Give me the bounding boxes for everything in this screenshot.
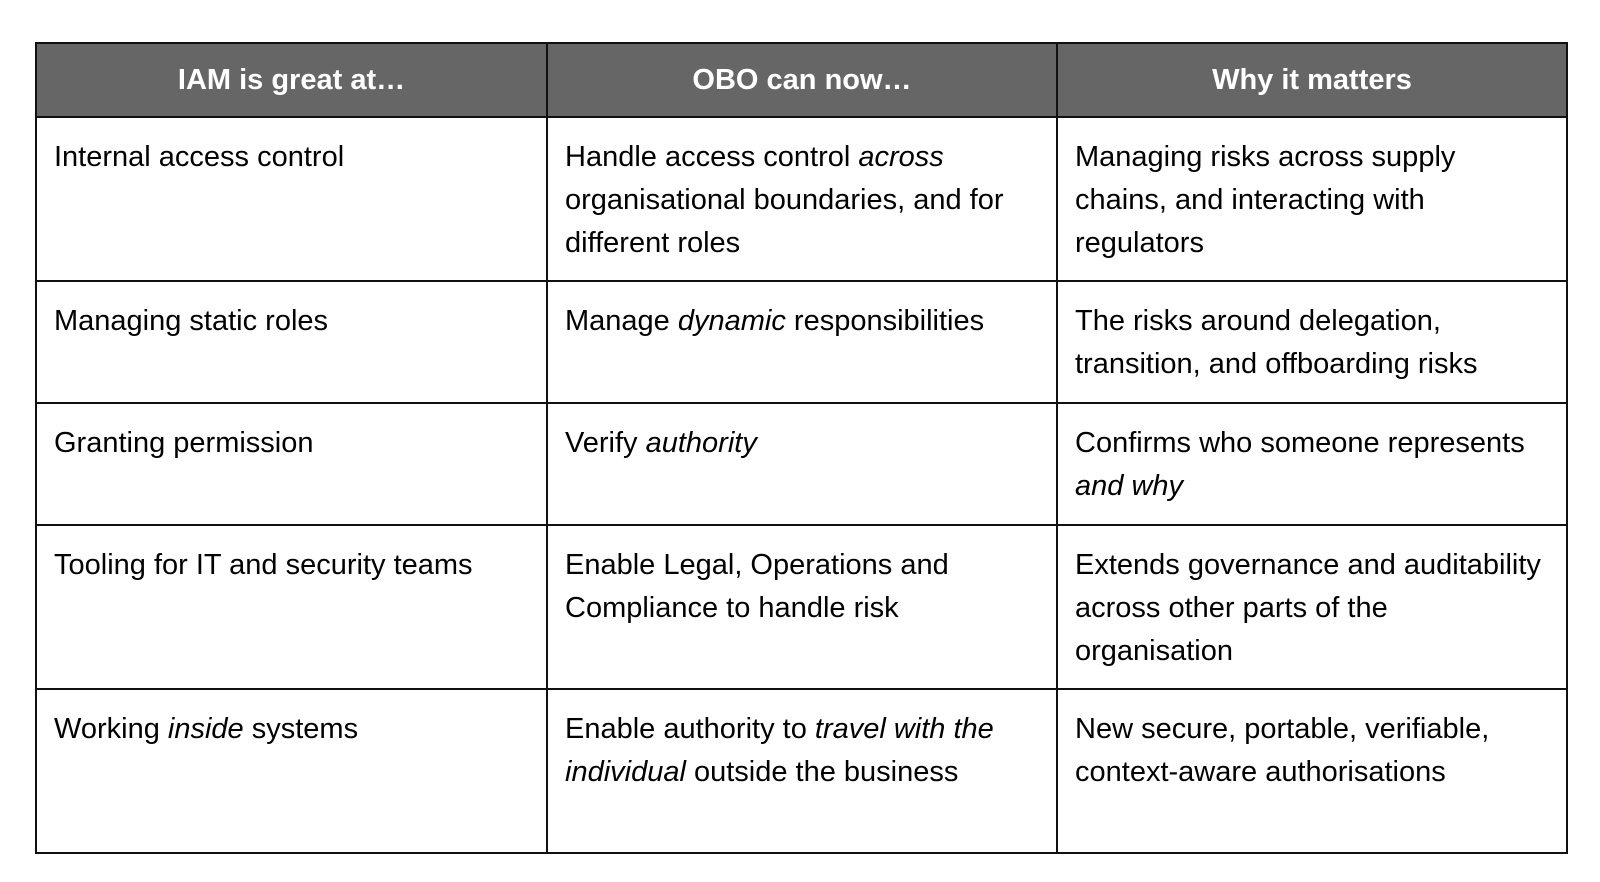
cell-iam <box>36 281 547 403</box>
table-row <box>36 117 1567 281</box>
cell-text: New secure, portable, verifiable, context-aware authorisations <box>1075 713 1490 788</box>
cell-obo <box>547 689 1057 853</box>
cell-text: Extends governance and auditability across other parts of the organisation <box>1075 549 1541 667</box>
cell-why <box>1057 403 1567 525</box>
cell-text: Manage <box>565 305 678 337</box>
cell-text: Managing risks across supply chains, and interacting with regulators <box>1075 141 1456 259</box>
header-iam: IAM is great at… <box>36 43 547 117</box>
cell-text: systems <box>243 713 359 745</box>
cell-text: Working <box>54 713 168 745</box>
header-obo: OBO can now… <box>547 43 1057 117</box>
cell-text: Granting permission <box>54 427 314 459</box>
cell-text-emphasis: inside <box>167 713 244 745</box>
cell-text-emphasis: and why <box>1075 470 1184 502</box>
cell-text: Internal access control <box>54 141 345 173</box>
cell-iam <box>36 403 547 525</box>
cell-text: Managing static roles <box>54 305 329 337</box>
table-row <box>36 281 1567 403</box>
cell-obo <box>547 403 1057 525</box>
cell-text-emphasis: across <box>858 141 944 173</box>
cell-text: Verify <box>565 427 646 459</box>
cell-text-emphasis: dynamic <box>677 305 786 337</box>
cell-text-emphasis: authority <box>645 427 757 459</box>
cell-text: organisational boundaries, and for different roles <box>565 184 1004 259</box>
cell-iam <box>36 525 547 689</box>
cell-text: The risks around delegation, transition, and offboarding risks <box>1075 305 1478 380</box>
cell-obo <box>547 281 1057 403</box>
cell-text-emphasis: travel with the individual <box>565 713 994 788</box>
cell-iam <box>36 689 547 853</box>
cell-obo <box>547 117 1057 281</box>
cell-text: Tooling for IT and security teams <box>54 549 473 581</box>
cell-text: Confirms who someone represents <box>1075 427 1525 459</box>
cell-why <box>1057 689 1567 853</box>
header-why: Why it matters <box>1057 43 1567 117</box>
table-row <box>36 525 1567 689</box>
cell-text: responsibilities <box>785 305 985 337</box>
header-row <box>36 43 1567 117</box>
cell-why <box>1057 525 1567 689</box>
table-row <box>36 403 1567 525</box>
cell-text: Handle access control <box>565 141 859 173</box>
cell-why <box>1057 281 1567 403</box>
cell-text: Enable authority to <box>565 713 815 745</box>
cell-iam <box>36 117 547 281</box>
cell-obo <box>547 525 1057 689</box>
table-row <box>36 689 1567 853</box>
comparison-table <box>35 42 1568 854</box>
cell-why <box>1057 117 1567 281</box>
cell-text: outside the business <box>685 756 959 788</box>
cell-text: Enable Legal, Operations and Compliance to handle risk <box>565 549 949 624</box>
